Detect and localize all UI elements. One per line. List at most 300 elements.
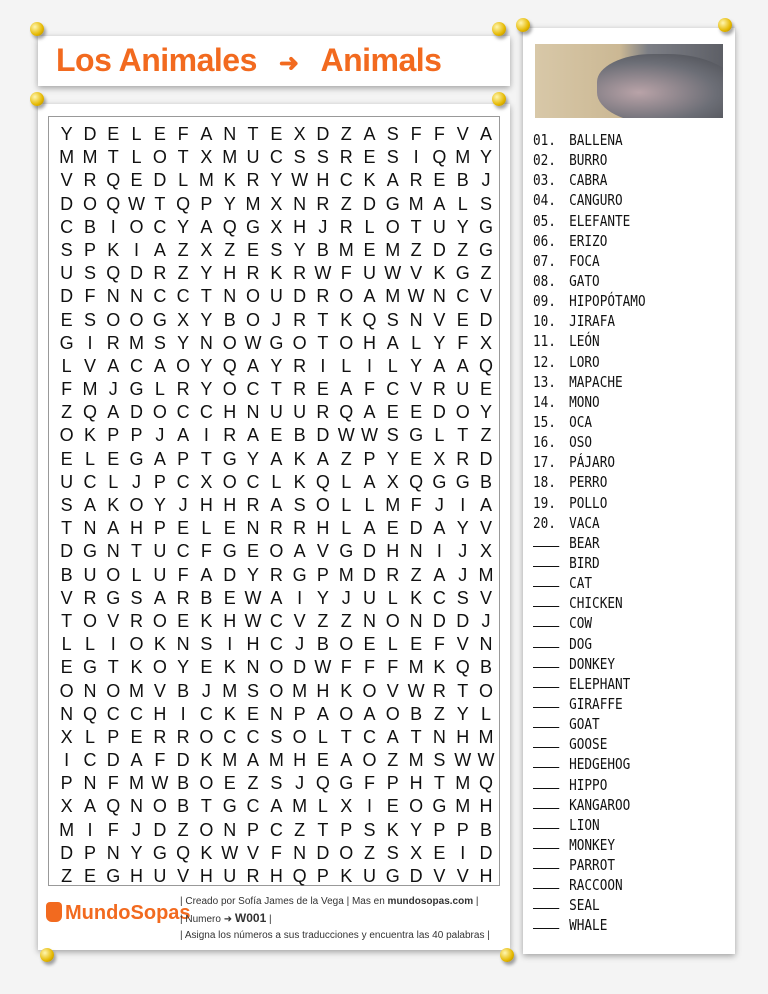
grid-letter[interactable]: Y bbox=[433, 332, 446, 353]
grid-letter[interactable]: H bbox=[479, 796, 493, 817]
grid-letter[interactable]: N bbox=[432, 726, 446, 747]
grid-letter[interactable]: L bbox=[364, 495, 375, 515]
grid-letter[interactable]: A bbox=[316, 703, 329, 724]
grid-letter[interactable]: A bbox=[107, 355, 120, 376]
grid-letter[interactable]: P bbox=[363, 448, 376, 469]
grid-letter[interactable]: G bbox=[82, 657, 97, 678]
grid-letter[interactable]: E bbox=[247, 541, 260, 562]
grid-letter[interactable]: Q bbox=[315, 773, 330, 794]
grid-letter[interactable]: F bbox=[340, 657, 352, 678]
grid-letter[interactable]: S bbox=[386, 842, 399, 863]
grid-letter[interactable]: V bbox=[479, 518, 492, 539]
grid-letter[interactable]: N bbox=[106, 286, 120, 307]
grid-letter[interactable]: U bbox=[60, 263, 74, 284]
grid-letter[interactable]: R bbox=[246, 170, 260, 191]
grid-letter[interactable]: M bbox=[59, 147, 75, 168]
grid-letter[interactable]: L bbox=[178, 170, 189, 191]
grid-letter[interactable]: S bbox=[316, 147, 329, 168]
grid-letter[interactable]: V bbox=[316, 541, 329, 562]
grid-letter[interactable]: F bbox=[154, 750, 166, 771]
grid-letter[interactable]: C bbox=[60, 216, 74, 237]
grid-letter[interactable]: R bbox=[293, 518, 307, 539]
grid-letter[interactable]: Y bbox=[456, 518, 469, 539]
grid-letter[interactable]: L bbox=[387, 634, 398, 655]
grid-letter[interactable]: K bbox=[200, 842, 213, 863]
grid-letter[interactable]: J bbox=[201, 680, 211, 701]
grid-letter[interactable]: Q bbox=[222, 355, 237, 376]
grid-letter[interactable]: X bbox=[200, 147, 213, 168]
grid-letter[interactable]: B bbox=[223, 309, 236, 330]
grid-letter[interactable]: Q bbox=[82, 402, 97, 423]
grid-letter[interactable]: T bbox=[410, 726, 422, 747]
grid-letter[interactable]: A bbox=[363, 124, 376, 144]
grid-letter[interactable]: J bbox=[295, 634, 305, 655]
grid-letter[interactable]: R bbox=[246, 866, 260, 886]
grid-letter[interactable]: O bbox=[339, 842, 354, 863]
grid-letter[interactable]: V bbox=[153, 680, 166, 701]
grid-letter[interactable]: V bbox=[386, 680, 399, 701]
grid-letter[interactable]: I bbox=[180, 703, 186, 724]
grid-letter[interactable]: E bbox=[316, 750, 329, 771]
grid-letter[interactable]: A bbox=[293, 541, 306, 562]
grid-letter[interactable]: G bbox=[246, 216, 261, 237]
grid-letter[interactable]: U bbox=[223, 866, 237, 886]
grid-letter[interactable]: Q bbox=[292, 866, 307, 886]
grid-letter[interactable]: A bbox=[316, 448, 329, 469]
grid-letter[interactable]: O bbox=[129, 495, 144, 515]
grid-letter[interactable]: A bbox=[433, 193, 446, 214]
grid-letter[interactable]: F bbox=[177, 564, 189, 585]
grid-letter[interactable]: L bbox=[84, 634, 95, 655]
grid-letter[interactable]: Q bbox=[106, 170, 121, 191]
grid-letter[interactable]: N bbox=[199, 332, 213, 353]
grid-letter[interactable]: O bbox=[339, 332, 354, 353]
grid-letter[interactable]: S bbox=[270, 239, 283, 260]
grid-letter[interactable]: Z bbox=[224, 239, 236, 260]
grid-letter[interactable]: N bbox=[60, 703, 74, 724]
grid-letter[interactable]: N bbox=[432, 286, 446, 307]
grid-letter[interactable]: S bbox=[153, 332, 166, 353]
answer-blank[interactable] bbox=[533, 593, 559, 607]
grid-letter[interactable]: E bbox=[223, 587, 236, 608]
grid-letter[interactable]: O bbox=[315, 495, 330, 515]
grid-letter[interactable]: G bbox=[129, 379, 144, 400]
grid-letter[interactable]: T bbox=[61, 610, 73, 631]
grid-letter[interactable]: G bbox=[432, 471, 447, 492]
grid-letter[interactable]: T bbox=[107, 147, 119, 168]
grid-letter[interactable]: I bbox=[227, 634, 233, 655]
grid-letter[interactable]: H bbox=[386, 541, 400, 562]
grid-letter[interactable]: Y bbox=[60, 124, 73, 144]
grid-letter[interactable]: L bbox=[201, 518, 212, 539]
grid-letter[interactable]: G bbox=[478, 216, 493, 237]
grid-letter[interactable]: G bbox=[222, 796, 237, 817]
grid-letter[interactable]: T bbox=[247, 124, 259, 144]
grid-letter[interactable]: S bbox=[60, 495, 73, 515]
grid-letter[interactable]: H bbox=[223, 263, 237, 284]
grid-letter[interactable]: I bbox=[320, 355, 326, 376]
grid-letter[interactable]: I bbox=[297, 587, 303, 608]
grid-letter[interactable]: Z bbox=[410, 239, 422, 260]
grid-letter[interactable]: P bbox=[107, 726, 120, 747]
grid-letter[interactable]: C bbox=[199, 402, 213, 423]
grid-letter[interactable]: O bbox=[106, 680, 121, 701]
grid-letter[interactable]: C bbox=[269, 819, 283, 840]
grid-letter[interactable]: A bbox=[177, 425, 190, 446]
grid-letter[interactable]: O bbox=[339, 634, 354, 655]
grid-letter[interactable]: M bbox=[385, 286, 401, 307]
grid-letter[interactable]: N bbox=[269, 703, 283, 724]
grid-letter[interactable]: W bbox=[407, 286, 425, 307]
grid-letter[interactable]: T bbox=[270, 379, 282, 400]
grid-letter[interactable]: J bbox=[458, 564, 468, 585]
grid-letter[interactable]: T bbox=[317, 309, 329, 330]
grid-letter[interactable]: S bbox=[60, 239, 73, 260]
grid-letter[interactable]: A bbox=[386, 332, 399, 353]
grid-letter[interactable]: E bbox=[83, 866, 96, 886]
grid-letter[interactable]: U bbox=[153, 866, 167, 886]
grid-letter[interactable]: H bbox=[199, 495, 213, 515]
grid-letter[interactable]: D bbox=[176, 750, 190, 771]
grid-letter[interactable]: C bbox=[153, 216, 167, 237]
grid-letter[interactable]: V bbox=[83, 355, 96, 376]
grid-letter[interactable]: E bbox=[200, 657, 213, 678]
grid-letter[interactable]: U bbox=[293, 402, 307, 423]
grid-letter[interactable]: H bbox=[223, 495, 237, 515]
grid-letter[interactable]: K bbox=[363, 170, 376, 191]
grid-letter[interactable]: N bbox=[223, 286, 237, 307]
grid-letter[interactable]: C bbox=[246, 471, 260, 492]
grid-letter[interactable]: E bbox=[316, 379, 329, 400]
grid-letter[interactable]: C bbox=[130, 703, 144, 724]
grid-letter[interactable]: A bbox=[479, 124, 492, 144]
grid-letter[interactable]: C bbox=[176, 541, 190, 562]
grid-letter[interactable]: E bbox=[433, 170, 446, 191]
grid-letter[interactable]: Z bbox=[177, 819, 189, 840]
grid-letter[interactable]: W bbox=[384, 263, 402, 284]
grid-letter[interactable]: Z bbox=[294, 819, 306, 840]
grid-letter[interactable]: J bbox=[318, 216, 328, 237]
grid-letter[interactable]: C bbox=[246, 379, 260, 400]
grid-letter[interactable]: P bbox=[340, 819, 353, 840]
grid-letter[interactable]: K bbox=[223, 657, 236, 678]
grid-letter[interactable]: T bbox=[200, 286, 212, 307]
grid-letter[interactable]: L bbox=[364, 216, 375, 237]
grid-letter[interactable]: B bbox=[293, 425, 306, 446]
grid-letter[interactable]: Y bbox=[456, 703, 469, 724]
grid-letter[interactable]: X bbox=[479, 332, 492, 353]
grid-letter[interactable]: S bbox=[363, 819, 376, 840]
grid-letter[interactable]: H bbox=[316, 518, 330, 539]
grid-letter[interactable]: E bbox=[410, 448, 423, 469]
grid-letter[interactable]: L bbox=[341, 355, 352, 376]
grid-letter[interactable]: A bbox=[130, 750, 143, 771]
grid-letter[interactable]: E bbox=[410, 402, 423, 423]
grid-letter[interactable]: M bbox=[408, 657, 424, 678]
grid-letter[interactable]: R bbox=[176, 726, 190, 747]
grid-letter[interactable]: K bbox=[223, 703, 236, 724]
grid-letter[interactable]: E bbox=[270, 124, 283, 144]
grid-letter[interactable]: X bbox=[410, 842, 423, 863]
grid-letter[interactable]: D bbox=[409, 866, 423, 886]
grid-letter[interactable]: L bbox=[480, 703, 491, 724]
grid-letter[interactable]: V bbox=[247, 842, 260, 863]
grid-letter[interactable]: E bbox=[247, 703, 260, 724]
grid-letter[interactable]: L bbox=[61, 355, 72, 376]
grid-letter[interactable]: S bbox=[386, 124, 399, 144]
grid-letter[interactable]: H bbox=[293, 750, 307, 771]
grid-letter[interactable]: Y bbox=[247, 564, 260, 585]
grid-letter[interactable]: N bbox=[246, 657, 260, 678]
grid-letter[interactable]: I bbox=[87, 819, 93, 840]
grid-letter[interactable]: L bbox=[457, 193, 468, 214]
grid-letter[interactable]: K bbox=[410, 587, 423, 608]
grid-letter[interactable]: E bbox=[386, 402, 399, 423]
grid-letter[interactable]: B bbox=[410, 703, 423, 724]
grid-letter[interactable]: N bbox=[83, 680, 97, 701]
answer-blank[interactable] bbox=[533, 835, 559, 849]
grid-letter[interactable]: X bbox=[293, 124, 306, 144]
grid-letter[interactable]: R bbox=[316, 193, 330, 214]
grid-letter[interactable]: O bbox=[129, 216, 144, 237]
grid-letter[interactable]: P bbox=[247, 819, 260, 840]
grid-letter[interactable]: O bbox=[385, 610, 400, 631]
grid-letter[interactable]: O bbox=[82, 193, 97, 214]
grid-letter[interactable]: B bbox=[177, 680, 190, 701]
grid-letter[interactable]: X bbox=[479, 541, 492, 562]
grid-letter[interactable]: M bbox=[338, 564, 354, 585]
grid-letter[interactable]: Q bbox=[455, 657, 470, 678]
grid-letter[interactable]: L bbox=[434, 425, 445, 446]
grid-letter[interactable]: W bbox=[477, 750, 495, 771]
grid-letter[interactable]: Q bbox=[106, 263, 121, 284]
grid-letter[interactable]: B bbox=[316, 239, 329, 260]
grid-letter[interactable]: M bbox=[455, 773, 471, 794]
grid-letter[interactable]: P bbox=[433, 819, 446, 840]
grid-letter[interactable]: C bbox=[83, 471, 97, 492]
grid-letter[interactable]: D bbox=[130, 263, 144, 284]
grid-letter[interactable]: C bbox=[176, 471, 190, 492]
grid-letter[interactable]: H bbox=[199, 866, 213, 886]
grid-letter[interactable]: P bbox=[456, 819, 469, 840]
grid-letter[interactable]: K bbox=[223, 170, 236, 191]
grid-letter[interactable]: L bbox=[317, 796, 328, 817]
grid-letter[interactable]: P bbox=[177, 448, 190, 469]
grid-letter[interactable]: P bbox=[153, 518, 166, 539]
grid-letter[interactable]: Z bbox=[480, 263, 492, 284]
grid-letter[interactable]: R bbox=[130, 610, 144, 631]
grid-letter[interactable]: S bbox=[293, 495, 306, 515]
grid-letter[interactable]: P bbox=[83, 842, 96, 863]
grid-letter[interactable]: O bbox=[106, 564, 121, 585]
grid-letter[interactable]: E bbox=[433, 842, 446, 863]
grid-letter[interactable]: T bbox=[200, 796, 212, 817]
grid-letter[interactable]: U bbox=[153, 564, 167, 585]
grid-letter[interactable]: W bbox=[221, 842, 239, 863]
answer-blank[interactable] bbox=[533, 915, 559, 929]
grid-letter[interactable]: L bbox=[411, 332, 422, 353]
grid-letter[interactable]: T bbox=[457, 680, 469, 701]
grid-letter[interactable]: Y bbox=[316, 587, 329, 608]
answer-blank[interactable] bbox=[533, 795, 559, 809]
grid-letter[interactable]: W bbox=[244, 610, 262, 631]
site-link[interactable]: mundosopas.com bbox=[387, 896, 474, 907]
grid-letter[interactable]: O bbox=[199, 819, 214, 840]
grid-letter[interactable]: C bbox=[363, 726, 376, 747]
grid-letter[interactable]: Q bbox=[222, 216, 237, 237]
grid-letter[interactable]: Z bbox=[340, 610, 352, 631]
grid-letter[interactable]: E bbox=[177, 518, 190, 539]
grid-letter[interactable]: S bbox=[130, 587, 143, 608]
grid-letter[interactable]: N bbox=[83, 773, 97, 794]
grid-letter[interactable]: K bbox=[340, 866, 353, 886]
grid-letter[interactable]: D bbox=[293, 286, 307, 307]
grid-letter[interactable]: S bbox=[456, 587, 469, 608]
grid-letter[interactable]: V bbox=[433, 309, 446, 330]
grid-letter[interactable]: V bbox=[177, 866, 190, 886]
grid-letter[interactable]: J bbox=[132, 819, 142, 840]
grid-letter[interactable]: A bbox=[433, 355, 446, 376]
grid-letter[interactable]: O bbox=[129, 634, 144, 655]
grid-letter[interactable]: O bbox=[339, 286, 354, 307]
grid-letter[interactable]: G bbox=[152, 309, 167, 330]
grid-letter[interactable]: O bbox=[246, 286, 261, 307]
grid-letter[interactable]: N bbox=[130, 796, 144, 817]
grid-letter[interactable]: C bbox=[339, 170, 353, 191]
grid-letter[interactable]: N bbox=[409, 309, 423, 330]
grid-letter[interactable]: S bbox=[247, 680, 260, 701]
grid-letter[interactable]: F bbox=[457, 332, 469, 353]
grid-letter[interactable]: O bbox=[152, 657, 167, 678]
grid-letter[interactable]: W bbox=[407, 680, 425, 701]
grid-letter[interactable]: L bbox=[131, 147, 142, 168]
grid-letter[interactable]: M bbox=[268, 750, 284, 771]
grid-letter[interactable]: Q bbox=[106, 193, 121, 214]
grid-letter[interactable]: L bbox=[154, 379, 165, 400]
grid-letter[interactable]: T bbox=[131, 541, 143, 562]
grid-letter[interactable]: N bbox=[293, 193, 307, 214]
grid-letter[interactable]: D bbox=[363, 541, 376, 562]
grid-letter[interactable]: H bbox=[316, 170, 330, 191]
grid-letter[interactable]: E bbox=[223, 518, 236, 539]
grid-letter[interactable]: I bbox=[110, 216, 116, 237]
grid-letter[interactable]: Z bbox=[410, 564, 422, 585]
grid-letter[interactable]: H bbox=[130, 866, 144, 886]
grid-letter[interactable]: T bbox=[61, 518, 73, 539]
grid-letter[interactable]: Q bbox=[176, 193, 191, 214]
grid-letter[interactable]: N bbox=[409, 541, 423, 562]
grid-letter[interactable]: A bbox=[107, 402, 120, 423]
grid-letter[interactable]: T bbox=[457, 425, 469, 446]
grid-letter[interactable]: F bbox=[410, 124, 422, 144]
grid-letter[interactable]: R bbox=[153, 263, 167, 284]
grid-letter[interactable]: P bbox=[60, 773, 73, 794]
grid-letter[interactable]: D bbox=[363, 193, 376, 214]
grid-letter[interactable]: C bbox=[130, 355, 144, 376]
grid-letter[interactable]: A bbox=[247, 750, 260, 771]
grid-letter[interactable]: C bbox=[246, 726, 260, 747]
grid-letter[interactable]: G bbox=[292, 564, 307, 585]
grid-letter[interactable]: Z bbox=[340, 193, 352, 214]
grid-letter[interactable]: F bbox=[270, 842, 282, 863]
grid-letter[interactable]: J bbox=[481, 610, 491, 631]
grid-letter[interactable]: D bbox=[316, 842, 330, 863]
grid-letter[interactable]: J bbox=[155, 425, 165, 446]
grid-letter[interactable]: O bbox=[246, 309, 261, 330]
grid-letter[interactable]: I bbox=[460, 495, 466, 515]
grid-letter[interactable]: H bbox=[456, 726, 470, 747]
grid-letter[interactable]: W bbox=[361, 425, 378, 446]
grid-letter[interactable]: K bbox=[433, 657, 446, 678]
grid-letter[interactable]: I bbox=[203, 425, 209, 446]
grid-letter[interactable]: B bbox=[200, 587, 213, 608]
answer-blank[interactable] bbox=[533, 533, 559, 547]
grid-letter[interactable]: R bbox=[246, 495, 260, 515]
grid-letter[interactable]: W bbox=[314, 657, 332, 678]
grid-letter[interactable]: O bbox=[222, 379, 237, 400]
grid-letter[interactable]: O bbox=[478, 680, 493, 701]
grid-letter[interactable]: Q bbox=[409, 471, 424, 492]
grid-letter[interactable]: Y bbox=[247, 448, 260, 469]
grid-letter[interactable]: M bbox=[455, 147, 471, 168]
grid-letter[interactable]: L bbox=[341, 471, 352, 492]
grid-letter[interactable]: I bbox=[436, 541, 442, 562]
grid-letter[interactable]: C bbox=[269, 610, 283, 631]
grid-letter[interactable]: Z bbox=[340, 448, 352, 469]
grid-letter[interactable]: D bbox=[479, 448, 493, 469]
grid-letter[interactable]: A bbox=[456, 355, 469, 376]
grid-letter[interactable]: N bbox=[293, 842, 307, 863]
grid-letter[interactable]: I bbox=[367, 796, 373, 817]
grid-letter[interactable]: D bbox=[60, 193, 74, 214]
grid-letter[interactable]: K bbox=[293, 471, 306, 492]
grid-letter[interactable]: C bbox=[246, 796, 260, 817]
grid-letter[interactable]: R bbox=[83, 170, 97, 191]
grid-letter[interactable]: H bbox=[269, 866, 283, 886]
grid-letter[interactable]: A bbox=[200, 564, 213, 585]
grid-letter[interactable]: H bbox=[363, 332, 376, 353]
answer-blank[interactable] bbox=[533, 815, 559, 829]
grid-letter[interactable]: A bbox=[340, 750, 353, 771]
grid-letter[interactable]: D bbox=[153, 819, 167, 840]
grid-letter[interactable]: G bbox=[269, 332, 284, 353]
grid-letter[interactable]: D bbox=[60, 842, 74, 863]
grid-letter[interactable]: O bbox=[152, 610, 167, 631]
grid-letter[interactable]: C bbox=[83, 750, 97, 771]
grid-letter[interactable]: O bbox=[409, 796, 424, 817]
grid-letter[interactable]: K bbox=[433, 263, 446, 284]
grid-letter[interactable]: L bbox=[317, 726, 328, 747]
grid-letter[interactable]: M bbox=[292, 680, 308, 701]
grid-letter[interactable]: K bbox=[107, 239, 120, 260]
grid-letter[interactable]: S bbox=[83, 263, 96, 284]
grid-letter[interactable]: F bbox=[364, 773, 375, 794]
grid-letter[interactable]: O bbox=[362, 680, 377, 701]
grid-letter[interactable]: Z bbox=[177, 239, 189, 260]
grid-letter[interactable]: T bbox=[154, 193, 166, 214]
grid-letter[interactable]: J bbox=[341, 587, 351, 608]
grid-letter[interactable]: P bbox=[386, 773, 399, 794]
grid-letter[interactable]: W bbox=[314, 263, 332, 284]
grid-letter[interactable]: A bbox=[107, 518, 120, 539]
grid-letter[interactable]: A bbox=[270, 796, 283, 817]
grid-letter[interactable]: B bbox=[177, 773, 190, 794]
grid-letter[interactable]: B bbox=[316, 634, 329, 655]
grid-letter[interactable]: O bbox=[269, 657, 284, 678]
grid-letter[interactable]: N bbox=[130, 286, 144, 307]
grid-letter[interactable]: E bbox=[386, 518, 399, 539]
grid-letter[interactable]: Z bbox=[340, 124, 352, 144]
